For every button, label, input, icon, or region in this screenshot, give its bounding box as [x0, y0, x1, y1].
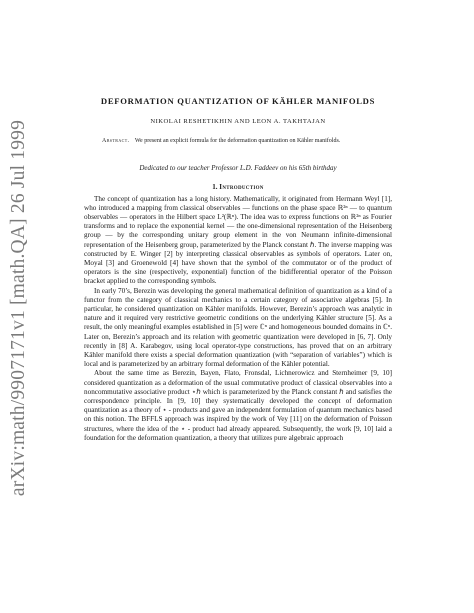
body-paragraph: The concept of quantization has a long history. Mathematically, it originated from Hermann Weyl [1], who introduced a mapping from classical observables — functions on the phase space ℝ²ⁿ — to quantum observables — operators in the Hilbert space L²(ℝⁿ). The idea was to express functions on ℝ²ⁿ as Fourier transforms and to replace the exponential kernel — the one-dimensional representation of the Heisenberg group — by the corresponding unitary group element in the von Neumann infinite-dimensional representation of the Heisenberg group, parameterized by the Planck constant ℏ. The inverse mapping was constructed by E. Winger [2] by interpreting classical observables as symbols of operators. Later on, Moyal [3] and Groenewold [4] have shown that the symbol of the commutator or of the product of operators is the sine (respectively, exponential) function of the bidifferential operator of the Poisson bracket applied to the corresponding symbols. [84, 194, 392, 286]
paper-authors: NIKOLAI RESHETIKHIN AND LEON A. TAKHTAJAN [150, 118, 326, 125]
section-title: Introduction [219, 182, 264, 191]
abstract-text: We present an explicit formula for the deformation quantization on Kähler manifolds. [134, 138, 341, 144]
abstract-label: Abstract. [102, 138, 130, 144]
paper-page [84, 96, 392, 443]
dedication: Dedicated to our teacher Professor L.D. Faddeev on his 65th birthday [139, 163, 337, 172]
paper-title: DEFORMATION QUANTIZATION OF KÄHLER MANIFOLDS [100, 96, 376, 106]
arxiv-identifier-text: arXiv:math/9907171v1 [math.QA] 26 Jul 1999 [8, 119, 29, 496]
body-paragraph: About the same time as Berezin, Bayen, Flato, Fronsdal, Lichnerowicz and Sternheimer [9, 10] considered quantization as a deformation of the usual commutative product of classical observables into a noncommutative associative product ⋆ℏ which is parameterized by the Planck constant ℏ and satisfies the correspondence principle. In [9, 10] they systematically developed the concept of deformation quantization as a theory of ⋆ - products and gave an independent formulation of quantum mechanics based on this notion. The BFFLS approach was inspired by the work of Vey [11] on the deformation of Poisson structures, where the idea of the ⋆ - product had already appeared. Subsequently, the work [9, 10] laid a foundation for the deformation quantization, a theory that utilizes pure algebraic approach [84, 369, 392, 442]
section-heading [84, 183, 392, 191]
abstract [102, 137, 374, 146]
section-number: 1. [212, 182, 218, 191]
arxiv-identifier-stamp [4, 119, 34, 496]
body-paragraph: In early 70’s, Berezin was developing the general mathematical definition of quantization as a kind of a functor from the category of classical mechanics to a certain category of associative algebras [5]. In particular, he considered quantization on Kähler manifolds. However, Berezin’s approach was analytic in nature and it required very restrictive geometric conditions on the underlying Kähler structure [5]. As a result, the only meaningful examples established in [5] were ℂⁿ and homogeneous bounded domains in ℂⁿ. Later on, Berezin’s approach and its relation with geometric quantization were developed in [6, 7]. Only recently in [8] A. Karabegov, using local operator-type constructions, has proved that on an arbitrary Kähler manifold there exists a special deformation quantization (with “separation of variables”) which is local and is parameterized by an arbitrary formal deformation of the Kähler potential. [84, 286, 392, 369]
